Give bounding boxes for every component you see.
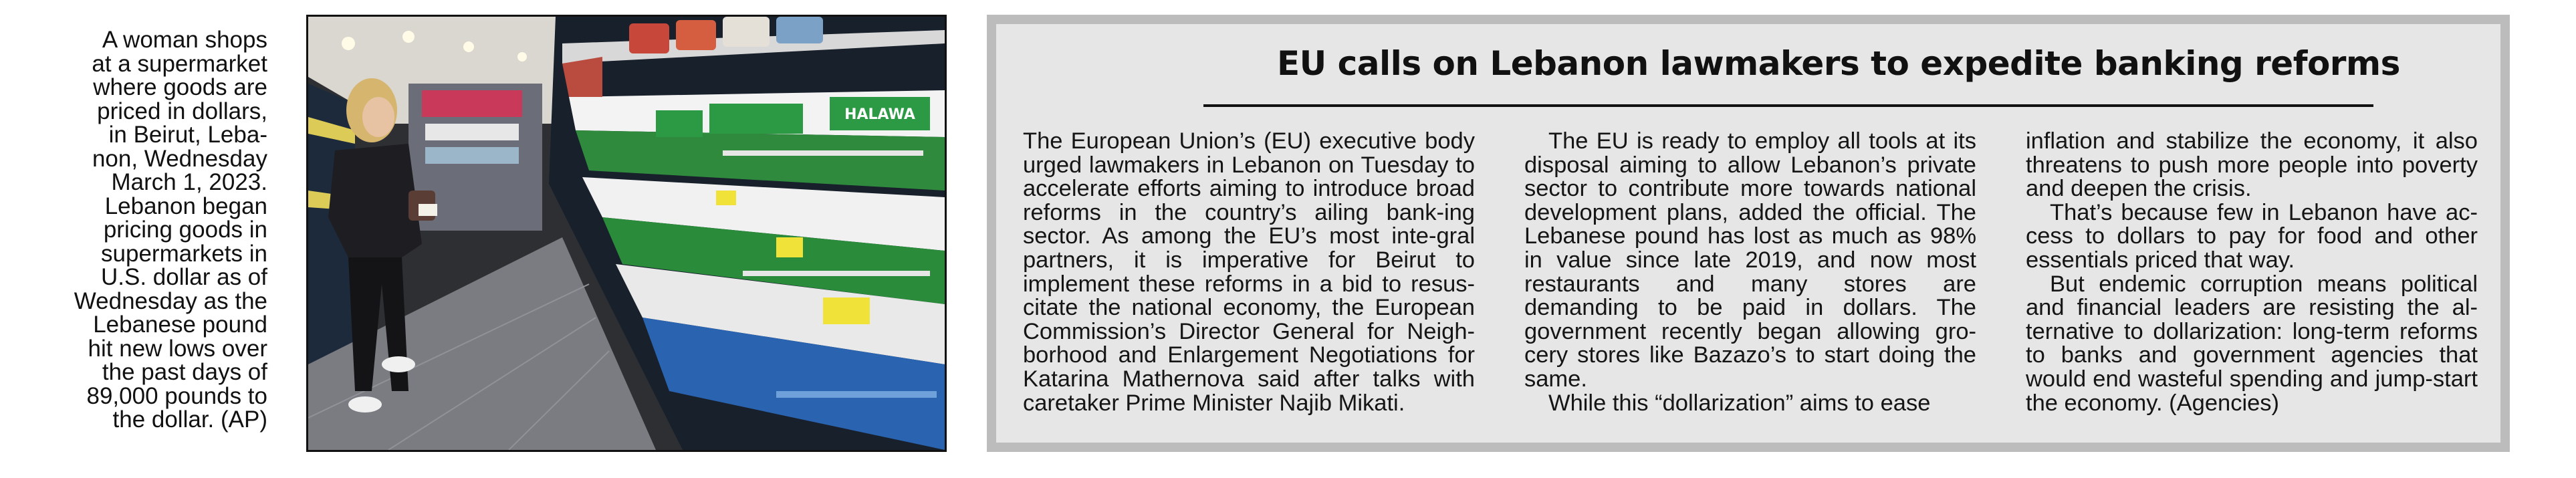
product-label: HALAWA <box>844 106 915 123</box>
article-column-2 <box>1524 130 1976 415</box>
article-column-3 <box>2026 130 2478 415</box>
photo-caption: A woman shops at a supermarket where goods are priced in dollars, in Beirut, Leba- non, Wednesday March 1, 2023. Lebanon began pricing goods in supermarkets in U.S. dollar as of Wednesday as the Lebanese pound hit new lows over the past days of 89,000 pounds to the dollar. (AP) <box>74 27 267 433</box>
article-paragraph: The EU is ready to employ all tools at its disposal aiming to allow Lebanon’s private sector to contribute more towards national development plans, added the official. The Lebanese pound has lost as much as 98% in value since late 2019, and now most restaurants and many stores are demanding to be paid in dollars. The government recently began allowing gro-cery stores like Bazazo’s to start doing the same. <box>1524 128 1976 392</box>
article-paragraph: The European Union’s (EU) executive body urged lawmakers in Lebanon on Tuesday to accelerate efforts aiming to introduce broad reforms in the country’s ailing bank-ing sector. As among the EU’s most inte-gral partners, it is imperative for Beirut to implement these reforms in a bid to resus-citate the national economy, the European Commission’s Director General for Neigh-borhood and Enlargement Negotiations for Katarina Mathernova said after talks with caretaker Prime Minister Najib Mikati. <box>1023 128 1475 416</box>
supermarket-photo <box>306 15 947 452</box>
article-paragraph: But endemic corruption means political and financial leaders are resisting the al-ternative to dollarization: long-term reforms to banks and government agencies that would end wasteful spending and jump-start the economy. (Agencies) <box>2026 271 2478 416</box>
article-column-1 <box>1023 130 1475 415</box>
article-headline: EU calls on Lebanon lawmakers to expedite banking reforms <box>1277 44 2400 83</box>
article-box <box>987 15 2510 452</box>
article-paragraph: inflation and stabilize the economy, it also threatens to push more people into poverty and deepen the crisis. <box>2026 128 2478 202</box>
article-paragraph: That’s because few in Lebanon have ac-cess to dollars to pay for food and other essentials priced that way. <box>2026 199 2478 273</box>
headline-rule <box>1203 104 2373 107</box>
article-paragraph: While this “dollarization” aims to ease <box>1548 390 1931 416</box>
